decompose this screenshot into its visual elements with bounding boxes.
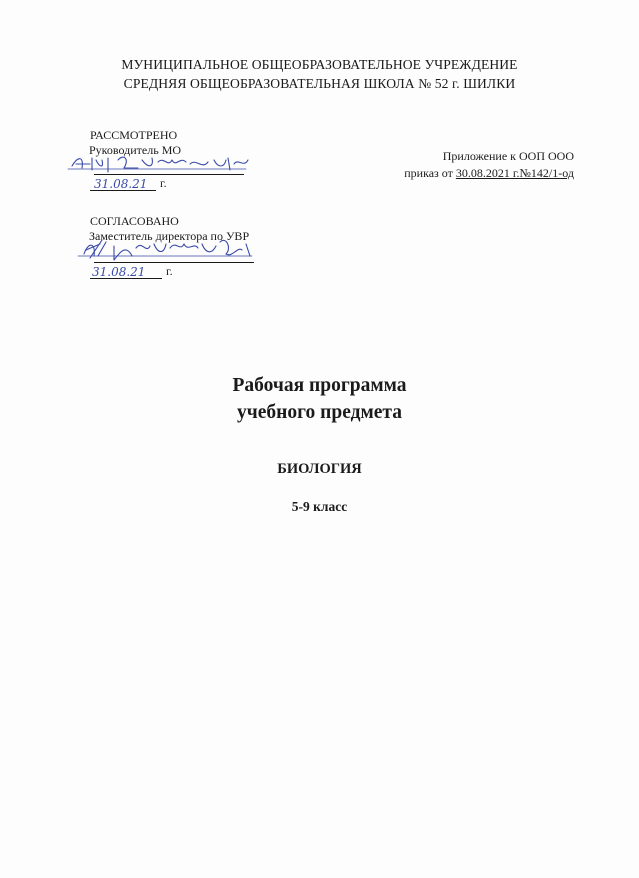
subject-name: БИОЛОГИЯ — [277, 461, 362, 477]
agreed-status: СОГЛАСОВАНО — [90, 214, 179, 228]
agreed-signature-area — [90, 244, 280, 284]
agreed-date-line — [90, 278, 162, 279]
header-line-1: МУНИЦИПАЛЬНОЕ ОБЩЕОБРАЗОВАТЕЛЬНОЕ УЧРЕЖДЕНИЕ — [121, 57, 518, 72]
reviewed-status: РАССМОТРЕНО — [90, 128, 178, 142]
agreed-block — [90, 214, 280, 284]
reviewed-year-suffix: г. — [160, 176, 167, 190]
reviewed-role: Руководитель МО — [89, 143, 182, 157]
reviewed-block — [90, 128, 270, 192]
appendix-order-number: №142/1-од — [519, 166, 574, 180]
header-line-2: СРЕДНЯЯ ОБЩЕОБРАЗОВАТЕЛЬНАЯ ШКОЛА № 52 г. ШИЛКИ — [123, 76, 516, 91]
appendix-order-date: 30.08.2021 — [455, 166, 510, 180]
appendix-order-line — [392, 165, 574, 182]
appendix-block — [392, 148, 574, 182]
appendix-order-prefix: приказ от — [404, 166, 456, 180]
document-title-line-1: Рабочая программа — [232, 375, 407, 396]
agreed-year-suffix: г. — [166, 264, 173, 278]
reviewed-date-line — [90, 190, 156, 191]
appendix-order-mid: г. — [509, 166, 520, 180]
svg-text:31.08.21: 31.08.21 — [94, 177, 148, 191]
school-header — [0, 55, 639, 93]
appendix-line-1: Приложение к ООП ООО — [442, 149, 574, 163]
agreed-role: Заместитель директора по УВР — [89, 229, 250, 243]
document-title-line-2: учебного предмета — [237, 402, 402, 423]
svg-text:31.08.21: 31.08.21 — [92, 265, 146, 279]
grade-range: 5-9 класс — [291, 499, 348, 514]
title-block — [0, 372, 639, 516]
reviewed-signature-area — [90, 158, 270, 192]
